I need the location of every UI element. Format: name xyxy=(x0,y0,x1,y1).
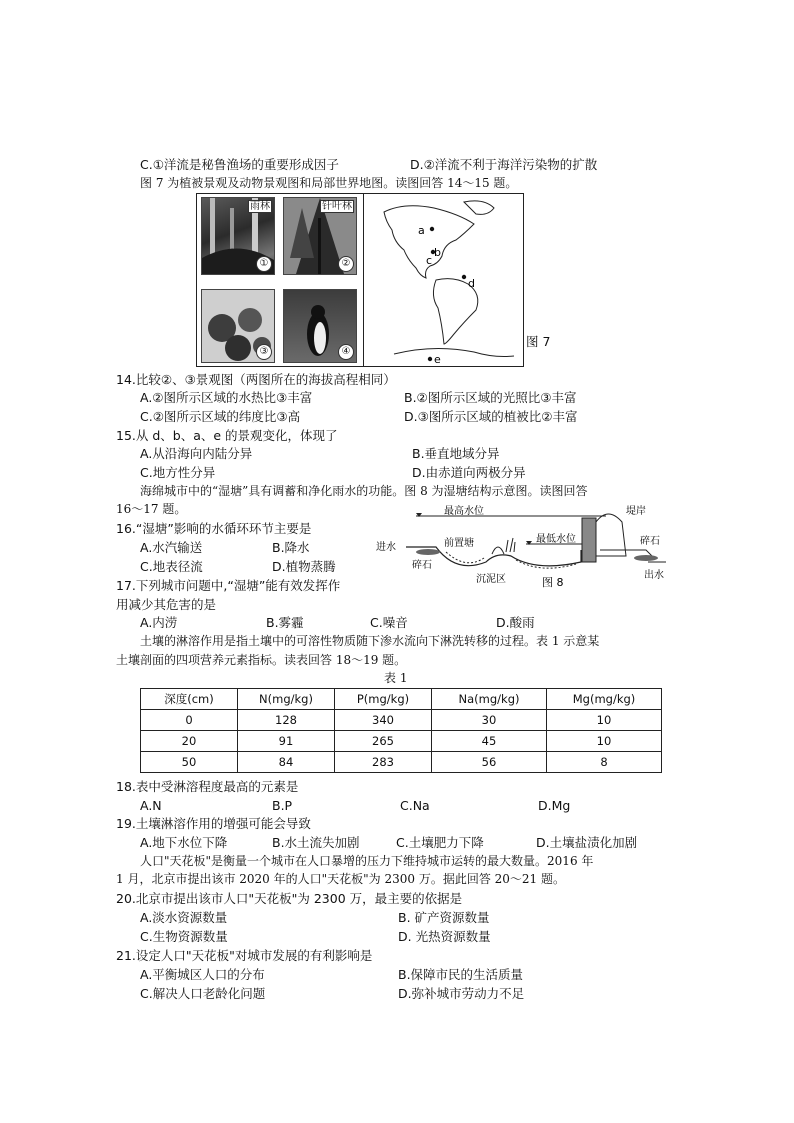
label-outflow: 出水 xyxy=(644,570,664,581)
coniferous-tag: 针叶林 xyxy=(322,201,352,212)
q18-option-d: D.Mg xyxy=(538,798,571,813)
table1-intro-line2: 土壤剖面的四项营养元素指标。读表回答 18～19 题。 xyxy=(116,653,407,667)
photo-4-number: ④ xyxy=(338,344,354,360)
cactus-photo xyxy=(201,289,275,363)
americas-map xyxy=(363,194,524,366)
q21-option-b: B.保障市民的生活质量 xyxy=(398,967,524,982)
q18-option-c: C.Na xyxy=(400,798,430,813)
q17-stem-line1: 17.下列城市问题中,“湿塘”能有效发挥作 xyxy=(116,578,341,593)
table1-caption: 表 1 xyxy=(384,671,408,685)
table-header-na: Na(mg/kg) xyxy=(432,689,547,710)
q15-option-a: A.从沿海向内陆分异 xyxy=(140,446,253,461)
q20-option-d: D. 光热资源数量 xyxy=(398,929,491,944)
q19-option-b: B.水土流失加剧 xyxy=(272,835,360,850)
map-label-b: b xyxy=(434,246,441,259)
q17-option-c: C.噪音 xyxy=(370,615,408,630)
map-label-e: e xyxy=(434,353,441,366)
label-forebay: 前置塘 xyxy=(444,538,474,549)
q16-option-c: C.地表径流 xyxy=(140,559,203,574)
q14-option-b: B.②图所示区域的光照比③丰富 xyxy=(404,390,577,405)
wet-pond-diagram xyxy=(376,500,666,592)
q16-option-a: A.水汽输送 xyxy=(140,540,203,555)
photo-1-number: ① xyxy=(256,256,272,272)
label-levee: 堤岸 xyxy=(626,506,646,517)
q19-option-a: A.地下水位下降 xyxy=(140,835,228,850)
table-row xyxy=(141,731,662,752)
q18-option-b: B.P xyxy=(272,798,293,813)
fig8-caption: 图 8 xyxy=(542,576,564,589)
q17-stem-line2: 用减少其危害的是 xyxy=(116,597,217,612)
penguin-photo xyxy=(283,289,357,363)
q17-option-d: D.酸雨 xyxy=(496,615,535,630)
map-label-c: c xyxy=(426,254,433,267)
q19-stem: 19.土壤淋溶作用的增强可能会导致 xyxy=(116,816,311,831)
table-cell: 0 xyxy=(141,710,238,731)
table-row xyxy=(141,752,662,773)
q13-option-d: D.②洋流不利于海洋污染物的扩散 xyxy=(410,157,598,172)
table-cell: 56 xyxy=(432,752,547,773)
q19-option-d: D.土壤盐渍化加剧 xyxy=(536,835,638,850)
photo-2-number: ② xyxy=(338,256,354,272)
table-cell: 8 xyxy=(547,752,662,773)
population-intro-line2: 1 月，北京市提出该市 2020 年的人口"天花板"为 2300 万。据此回答 20～21 题。 xyxy=(116,872,565,886)
q15-option-d: D.由赤道向两极分异 xyxy=(412,465,526,480)
figure-8 xyxy=(376,500,666,592)
q17-option-a: A.内涝 xyxy=(140,615,178,630)
label-min-level: 最低水位 xyxy=(536,534,576,545)
q18-stem: 18.表中受淋溶程度最高的元素是 xyxy=(116,779,299,794)
q13-option-c: C.①洋流是秘鲁渔场的重要形成因子 xyxy=(140,157,339,172)
photo-3-number: ③ xyxy=(256,344,272,360)
fig7-caption: 图 7 xyxy=(526,334,551,349)
q21-option-c: C.解决人口老龄化问题 xyxy=(140,986,266,1001)
fig7-intro: 图 7 为植被景观及动物景观图和局部世界地图。读图回答 14～15 题。 xyxy=(140,176,518,190)
table-header-depth: 深度(cm) xyxy=(141,689,238,710)
table-cell: 91 xyxy=(238,731,335,752)
label-inflow: 进水 xyxy=(376,542,396,553)
q16-stem: 16.“湿塘”影响的水循环环节主要是 xyxy=(116,521,312,536)
table-cell: 10 xyxy=(547,710,662,731)
label-gravel-left: 碎石 xyxy=(412,560,432,571)
table-cell: 30 xyxy=(432,710,547,731)
q14-option-a: A.②图所示区域的水热比③丰富 xyxy=(140,390,313,405)
map-label-d: d xyxy=(468,277,475,290)
map-label-a: a xyxy=(418,224,425,237)
table-header-mg: Mg(mg/kg) xyxy=(547,689,662,710)
population-intro-line1: 人口"天花板"是衡量一个城市在人口暴增的压力下维持城市运转的最大数量。2016 年 xyxy=(140,854,594,868)
q20-option-b: B. 矿产资源数量 xyxy=(398,910,490,925)
table-cell: 20 xyxy=(141,731,238,752)
table-cell: 340 xyxy=(335,710,432,731)
table-cell: 84 xyxy=(238,752,335,773)
coniferous-photo xyxy=(283,197,357,275)
q20-option-c: C.生物资源数量 xyxy=(140,929,228,944)
q19-option-c: C.土壤肥力下降 xyxy=(396,835,484,850)
q20-option-a: A.淡水资源数量 xyxy=(140,910,228,925)
table1-intro-line1: 土壤的淋溶作用是指土壤中的可溶性物质随下渗水流向下淋洗转移的过程。表 1 示意某 xyxy=(140,634,600,648)
rainforest-tag: 雨林 xyxy=(250,201,270,212)
table-cell: 50 xyxy=(141,752,238,773)
table-header-n: N(mg/kg) xyxy=(238,689,335,710)
rainforest-photo xyxy=(201,197,275,275)
table-cell: 265 xyxy=(335,731,432,752)
table-cell: 45 xyxy=(432,731,547,752)
label-gravel-right: 碎石 xyxy=(640,536,660,547)
q15-option-b: B.垂直地域分异 xyxy=(412,446,500,461)
q20-stem: 20.北京市提出该市人口"天花板"为 2300 万，最主要的依据是 xyxy=(116,891,463,906)
q14-stem: 14.比较②、③景观图（两图所在的海拔高程相同） xyxy=(116,372,396,387)
q14-option-d: D.③图所示区域的植被比②丰富 xyxy=(404,409,578,424)
table-1 xyxy=(140,688,662,773)
table-cell: 10 xyxy=(547,731,662,752)
fig8-intro-line1: 海绵城市中的“湿塘”具有调蓄和净化雨水的功能。图 8 为湿塘结构示意图。读图回答 xyxy=(140,484,588,498)
q16-option-d: D.植物蒸腾 xyxy=(272,559,336,574)
q18-option-a: A.N xyxy=(140,798,162,813)
q21-stem: 21.设定人口"天花板"对城市发展的有利影响是 xyxy=(116,948,373,963)
q15-option-c: C.地方性分异 xyxy=(140,465,216,480)
table-cell: 128 xyxy=(238,710,335,731)
table-header-row xyxy=(141,689,662,710)
q17-option-b: B.雾霾 xyxy=(266,615,304,630)
label-sediment: 沉泥区 xyxy=(476,574,506,585)
fig8-intro-line2: 16～17 题。 xyxy=(116,502,187,516)
map-drawing xyxy=(364,194,524,366)
table-cell: 283 xyxy=(335,752,432,773)
table-row xyxy=(141,710,662,731)
q21-option-a: A.平衡城区人口的分布 xyxy=(140,967,265,982)
q21-option-d: D.弥补城市劳动力不足 xyxy=(398,986,525,1001)
q16-option-b: B.降水 xyxy=(272,540,310,555)
label-max-level: 最高水位 xyxy=(444,506,484,517)
figure-7 xyxy=(196,193,524,367)
table-header-p: P(mg/kg) xyxy=(335,689,432,710)
q15-stem: 15.从 d、b、a、e 的景观变化，体现了 xyxy=(116,428,338,443)
q14-option-c: C.②图所示区域的纬度比③高 xyxy=(140,409,301,424)
